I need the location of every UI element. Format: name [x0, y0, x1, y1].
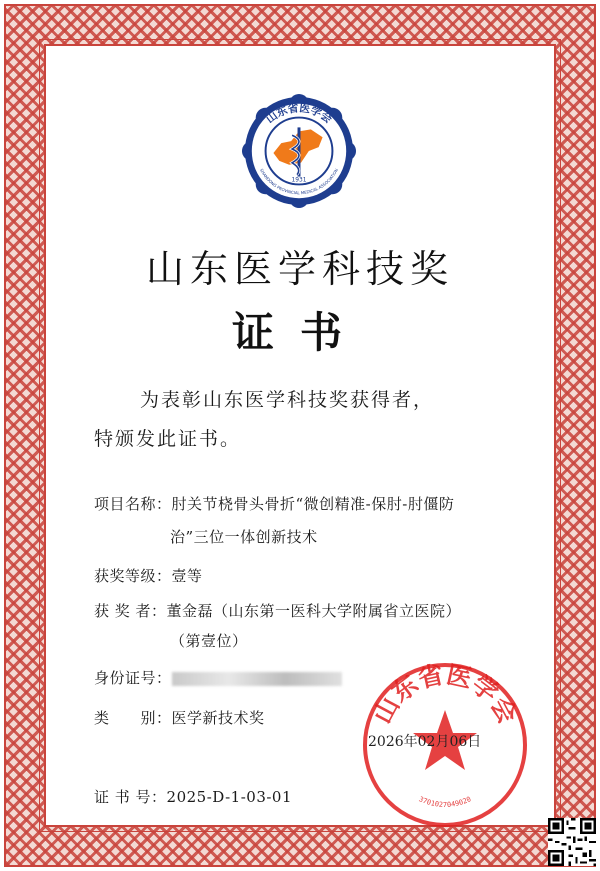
issue-date: 2026年02月06日: [368, 734, 482, 750]
project-value-line1: 肘关节桡骨头骨折“微创精准-保肘-肘僵防: [171, 495, 455, 513]
winner-value-line1: 董金磊（山东第一医科大学附属省立医院）: [166, 602, 462, 620]
intro-line-2: 特颁发此证书。: [94, 428, 242, 450]
level-value: 壹等: [171, 567, 203, 585]
cert-number-label: 证 书 号：: [94, 788, 167, 806]
logo-name-en: SHANDONG PROVINCIAL MEDICAL ASSOCIATION: [259, 167, 339, 196]
cert-number-row: [94, 786, 292, 807]
id-row: [94, 667, 342, 688]
qr-code[interactable]: [548, 818, 596, 866]
logo-year: 1931: [291, 177, 307, 184]
certificate-subtitle: 证书: [231, 308, 368, 357]
category-value: 医学新技术奖: [171, 709, 265, 727]
winner-row: [94, 600, 461, 621]
seal-number: 3701027049020: [417, 795, 473, 809]
project-value-line2: 治”三位一体创新技术: [170, 528, 318, 546]
winner-label: 获 奖 者：: [94, 602, 167, 620]
intro-line-1: 为表彰山东医学科技奖获得者，: [140, 389, 435, 411]
cert-number-value: 2025-D-1-03-01: [166, 788, 293, 806]
winner-value-line2: （第壹位）: [170, 632, 248, 650]
id-number-redacted: [172, 672, 342, 686]
category-row: [94, 707, 265, 728]
association-logo: [240, 92, 358, 210]
logo-name-cn: 山东省医学会: [263, 101, 335, 126]
level-row: [94, 565, 203, 586]
category-label: 类 别：: [94, 709, 172, 727]
level-label: 获奖等级：: [94, 567, 172, 585]
seal-name: 山东省医学会: [367, 660, 523, 729]
id-label: 身份证号：: [94, 669, 172, 687]
project-row: [94, 493, 454, 514]
certificate-title: 山东医学科技奖: [145, 247, 454, 291]
project-label: 项目名称：: [94, 495, 172, 513]
